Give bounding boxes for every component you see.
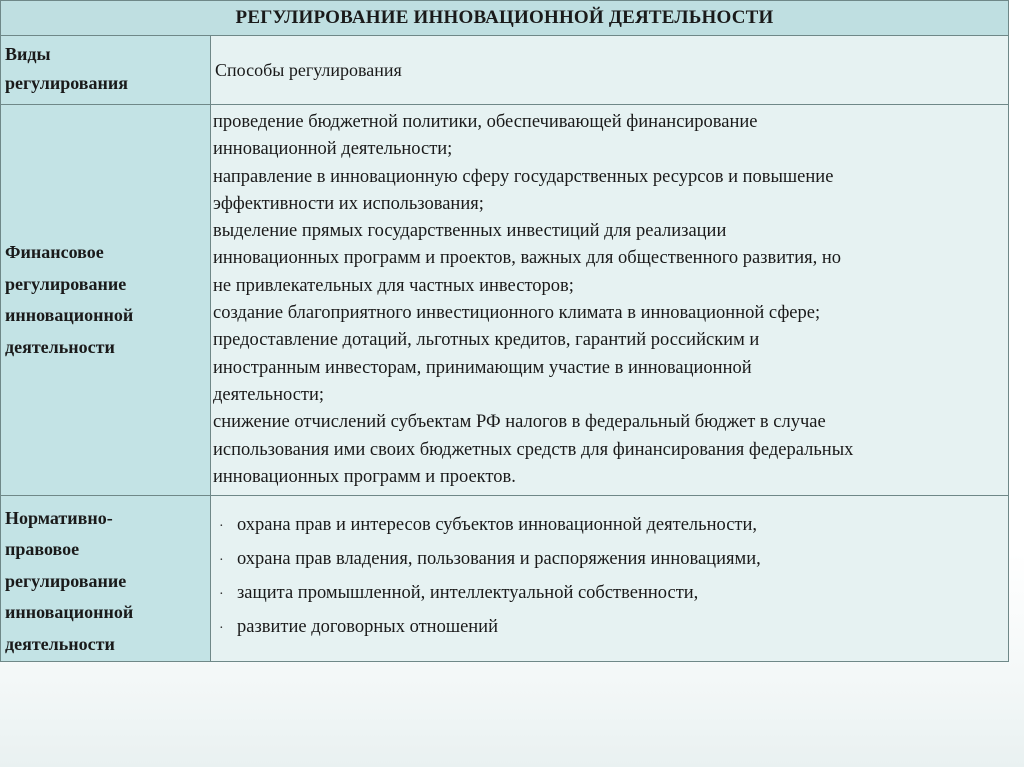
normative-label-line: деятельности: [5, 633, 115, 654]
header-row: [1, 36, 1009, 105]
financial-method-line: инновационных программ и проектов, важных для общественного развития, но: [213, 248, 842, 269]
financial-method-line: предоставление дотаций, льготных кредитов, гарантий российским и: [213, 330, 760, 351]
normative-method-text: охрана прав и интересов субъектов инновационной деятельности,: [237, 515, 758, 536]
financial-method-line: проведение бюджетной политики, обеспечивающей финансирование: [213, 112, 758, 132]
header-types-line: регулирования: [5, 73, 128, 93]
normative-method-text: развитие договорных отношений: [237, 617, 498, 638]
normative-methods-cell: [211, 496, 1009, 662]
financial-method-line: использования ими своих бюджетных средств для финансирования федеральных: [213, 439, 854, 460]
financial-method-line: создание благоприятного инвестиционного климата в инновационной сфере;: [213, 303, 821, 324]
normative-method-text: защита промышленной, интеллектуальной собственности,: [237, 583, 699, 604]
bullet-icon: ·: [219, 587, 224, 603]
normative-method-text: охрана прав владения, пользования и распоряжения инновациями,: [237, 549, 761, 570]
financial-method-line: инновационных программ и проектов.: [213, 466, 516, 487]
normative-label-line: инновационной: [5, 602, 134, 623]
bullet-icon: ·: [219, 621, 224, 637]
financial-methods-cell: [211, 105, 1009, 496]
financial-label-line: инновационной: [5, 305, 134, 326]
financial-method-line: иностранным инвесторам, принимающим участие в инновационной: [213, 357, 752, 378]
normative-label-cell: [1, 496, 211, 662]
financial-method-line: инновационной деятельности;: [213, 139, 453, 160]
financial-label-line: деятельности: [5, 336, 115, 357]
list-item: [215, 577, 1004, 611]
normative-row: [1, 496, 1009, 662]
bullet-icon: ·: [219, 553, 224, 569]
header-types-cell: [1, 36, 211, 105]
financial-label-line: регулирование: [5, 273, 127, 294]
list-item: [215, 611, 1004, 645]
table-title: РЕГУЛИРОВАНИЕ ИННОВАЦИОННОЙ ДЕЯТЕЛЬНОСТИ: [1, 1, 1009, 36]
financial-label-cell: [1, 105, 211, 496]
list-item: [215, 509, 1004, 543]
list-item: [215, 543, 1004, 577]
financial-method-line: не привлекательных для частных инвесторов;: [213, 275, 574, 296]
header-types-line: Виды: [5, 44, 51, 64]
normative-label-line: регулирование: [5, 570, 127, 591]
financial-method-line: эффективности их использования;: [213, 193, 484, 214]
normative-label-line: Нормативно-: [5, 507, 113, 528]
financial-method-line: деятельности;: [213, 384, 325, 405]
header-methods-cell: Способы регулирования: [211, 36, 1009, 105]
financial-method-line: направление в инновационную сферу государственных ресурсов и повышение: [213, 166, 834, 187]
financial-method-line: выделение прямых государственных инвестиций для реализации: [213, 221, 727, 242]
bullet-icon: ·: [219, 519, 224, 535]
financial-method-line: снижение отчислений субъектам РФ налогов в федеральный бюджет в случае: [213, 412, 826, 433]
title-row: [1, 1, 1009, 36]
normative-label-line: правовое: [5, 539, 80, 560]
financial-row: [1, 105, 1009, 496]
financial-label-line: Финансовое: [5, 242, 104, 263]
